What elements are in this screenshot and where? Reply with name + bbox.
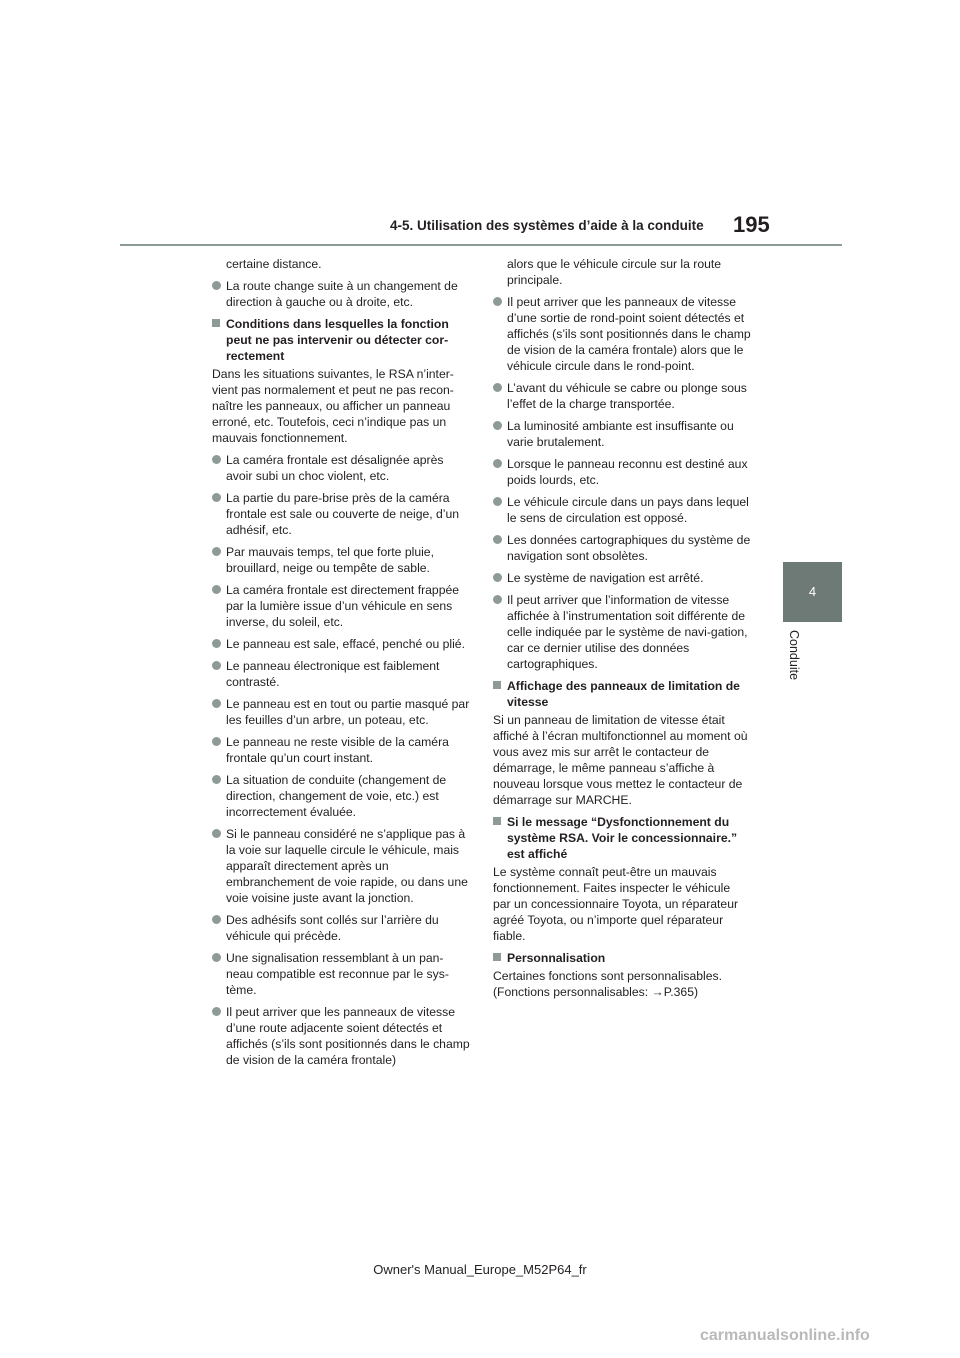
bullet-icon: [493, 383, 502, 392]
left-column: [212, 256, 470, 1074]
bullet-icon: [212, 829, 221, 838]
bullet-icon: [212, 585, 221, 594]
list-item: Il peut arriver que les panneaux de vitesse d’une sortie de rond-point soient détectés et affichés (s’ils sont positionnés dans le champ de vision de la caméra frontale) alors que le véhicule circule dans le rond-point.: [493, 294, 751, 374]
list-item: La luminosité ambiante est insuffisante ou varie brutalement.: [493, 418, 751, 450]
square-bullet-icon: [212, 319, 220, 327]
square-bullet-icon: [493, 681, 501, 689]
bullet-icon: [493, 535, 502, 544]
section-heading: Conditions dans lesquelles la fonction peut ne pas intervenir ou détecter cor-rectement: [212, 316, 470, 364]
continuation-text: certaine distance.: [226, 257, 322, 271]
page-number: 195: [733, 212, 770, 237]
bullet-icon: [212, 775, 221, 784]
list-item: Si le panneau considéré ne s’applique pas à la voie sur laquelle circule le véhicule, mais apparaît directement après un embranchement de voie rapide, ou dans une voie voisine juste avant la jonction.: [212, 826, 470, 906]
bullet-icon: [212, 281, 221, 290]
list-item: Il peut arriver que l’information de vitesse affichée à l’instrumentation soit différente de celle indiquée par le système de navi-gation, car ce dernier utilise des données cartographiques.: [493, 592, 751, 672]
section-heading: Personnalisation: [493, 950, 751, 966]
section-heading: Si le message “Dysfonctionnement du système RSA. Voir le concessionnaire.” est affiché: [493, 814, 751, 862]
list-item: La partie du pare-brise près de la caméra frontale est sale ou couverte de neige, d’un adhésif, etc.: [212, 490, 470, 538]
bullet-icon: [493, 297, 502, 306]
list-item: L’avant du véhicule se cabre ou plonge sous l’effet de la charge transportée.: [493, 380, 751, 412]
bullet-icon: [493, 595, 502, 604]
watermark: carmanualsonline.info: [700, 1327, 870, 1344]
list-item: Une signalisation ressemblant à un pan-neau compatible est reconnue par le sys-tème.: [212, 950, 470, 998]
bullet-icon: [212, 493, 221, 502]
header-title: 4-5. Utilisation des systèmes d’aide à la conduite: [390, 218, 704, 233]
paragraph: Si un panneau de limitation de vitesse était affiché à l’écran multifonctionnel au moment où vous avez mis sur arrêt le contacteur de démarrage, le même panneau s’affiche à nouveau lorsque vous mettez le contacteur de démarrage sur MARCHE.: [493, 713, 748, 807]
square-bullet-icon: [493, 817, 501, 825]
bullet-icon: [212, 455, 221, 464]
right-column: [493, 256, 751, 1006]
list-item: Le panneau électronique est faiblement contrasté.: [212, 658, 470, 690]
list-item: Le panneau ne reste visible de la caméra frontale qu’un court instant.: [212, 734, 470, 766]
square-bullet-icon: [493, 953, 501, 961]
list-item: Par mauvais temps, tel que forte pluie, brouillard, neige ou tempête de sable.: [212, 544, 470, 576]
chapter-tab: 4: [783, 562, 842, 622]
list-item: Le véhicule circule dans un pays dans lequel le sens de circulation est opposé.: [493, 494, 751, 526]
list-item: Lorsque le panneau reconnu est destiné aux poids lourds, etc.: [493, 456, 751, 488]
bullet-icon: [212, 737, 221, 746]
bullet-icon: [493, 459, 502, 468]
footer-text: Owner's Manual_Europe_M52P64_fr: [373, 1262, 587, 1277]
list-item: Le système de navigation est arrêté.: [493, 570, 751, 586]
paragraph: Certaines fonctions sont personnalisables. (Fonctions personnalisables: →P.365): [493, 969, 722, 999]
bullet-icon: [493, 573, 502, 582]
list-item: La caméra frontale est directement frappée par la lumière issue d’un véhicule en sens inverse, du soleil, etc.: [212, 582, 470, 630]
list-item: La situation de conduite (changement de direction, changement de voie, etc.) est incorrectement évaluée.: [212, 772, 470, 820]
list-item: Des adhésifs sont collés sur l’arrière du véhicule qui précède.: [212, 912, 470, 944]
list-item: La caméra frontale est désalignée après avoir subi un choc violent, etc.: [212, 452, 470, 484]
list-item: Les données cartographiques du système de navigation sont obsolètes.: [493, 532, 751, 564]
list-item: Il peut arriver que les panneaux de vitesse d’une route adjacente soient détectés et affichés (s’ils sont positionnés dans le champ de vision de la caméra frontale): [212, 1004, 470, 1068]
section-heading: Affichage des panneaux de limitation de vitesse: [493, 678, 751, 710]
bullet-icon: [212, 953, 221, 962]
list-item: Le panneau est sale, effacé, penché ou plié.: [212, 636, 470, 652]
bullet-icon: [493, 421, 502, 430]
bullet-icon: [212, 547, 221, 556]
header-rule: [120, 244, 842, 246]
bullet-icon: [493, 497, 502, 506]
bullet-icon: [212, 1007, 221, 1016]
list-item: La route change suite à un changement de direction à gauche ou à droite, etc.: [212, 278, 470, 310]
paragraph: Le système connaît peut-être un mauvais fonctionnement. Faites inspecter le véhicule par un concessionnaire Toyota, un réparateur agréé Toyota, ou n’importe quel réparateur fiable.: [493, 865, 739, 943]
chapter-label: Conduite: [787, 630, 801, 681]
continuation-text: alors que le véhicule circule sur la route principale.: [507, 257, 722, 287]
bullet-icon: [212, 915, 221, 924]
bullet-icon: [212, 661, 221, 670]
list-item: Le panneau est en tout ou partie masqué par les feuilles d’un arbre, un poteau, etc.: [212, 696, 470, 728]
bullet-icon: [212, 639, 221, 648]
paragraph: Dans les situations suivantes, le RSA n’inter-vient pas normalement et peut ne pas recon-naître les panneaux, ou afficher un panneau erroné, etc. Toutefois, ceci n’indique pas un mauvais fonctionnement.: [212, 367, 454, 445]
bullet-icon: [212, 699, 221, 708]
